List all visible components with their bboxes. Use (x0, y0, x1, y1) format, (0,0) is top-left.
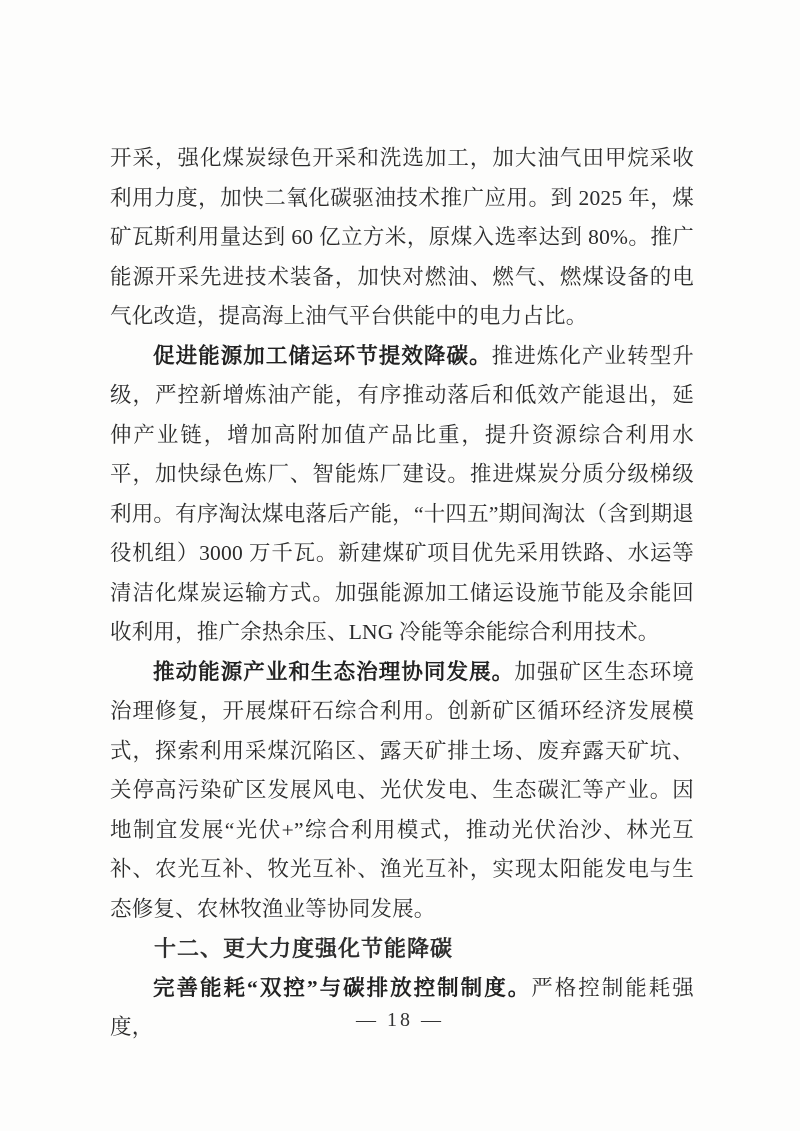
paragraph-text: 加强矿区生态环境治理修复，开展煤矸石综合利用。创新矿区循环经济发展模式，探索利用采煤沉陷区、露天矿排土场、废弃露天矿坑、关停高污染矿区发展风电、光伏发电、生态碳汇等产业。因地制宜发展“光伏+”综合利用模式，推动光伏治沙、林光互补、农光互补、牧光互补、渔光互补，实现太阳能发电与生态修复、农林牧渔业等协同发展。 (110, 659, 694, 921)
paragraph-lead: 推动能源产业和生态治理协同发展。 (153, 659, 515, 684)
paragraph-text: 严格控制能耗强度， (110, 975, 694, 1039)
page-number: — 18 — (356, 1009, 444, 1031)
paragraph-lead: 促进能源加工储运环节提效降碳。 (153, 343, 492, 368)
paragraph-text: 推进炼化产业转型升级，严控新增炼油产能，有序推动落后和低效产能退出，延伸产业链，增加高附加值产品比重，提升资源综合利用水平，加快绿色炼厂、智能炼厂建设。推进煤炭分质分级梯级利用。有序淘汰煤电落后产能，“十四五”期间淘汰（含到期退役机组）3000 万千瓦。新建煤矿项目优先采用铁路、水运等清洁化煤炭运输方式。加强能源加工储运设施节能及余能回收利用，推广余热余压、LNG 冷能等余能综合利用技术。 (110, 343, 694, 644)
paragraph (110, 653, 694, 930)
paragraph (110, 337, 694, 653)
paragraph-continued (110, 139, 694, 337)
paragraph-lead: 完善能耗“双控”与碳排放控制制度。 (153, 975, 532, 1000)
document-content (110, 139, 694, 1048)
section-heading: 十二、更大力度强化节能降碳 (154, 936, 454, 961)
paragraph-text: 开采，强化煤炭绿色开采和洗选加工，加大油气田甲烷采收利用力度，加快二氧化碳驱油技术推广应用。到 2025 年，煤矿瓦斯利用量达到 60 亿立方米，原煤入选率达到 80%。推广能源开采先进技术装备，加快对燃油、燃气、燃煤设备的电气化改造，提高海上油气平台供能中的电力占比。 (110, 146, 694, 328)
